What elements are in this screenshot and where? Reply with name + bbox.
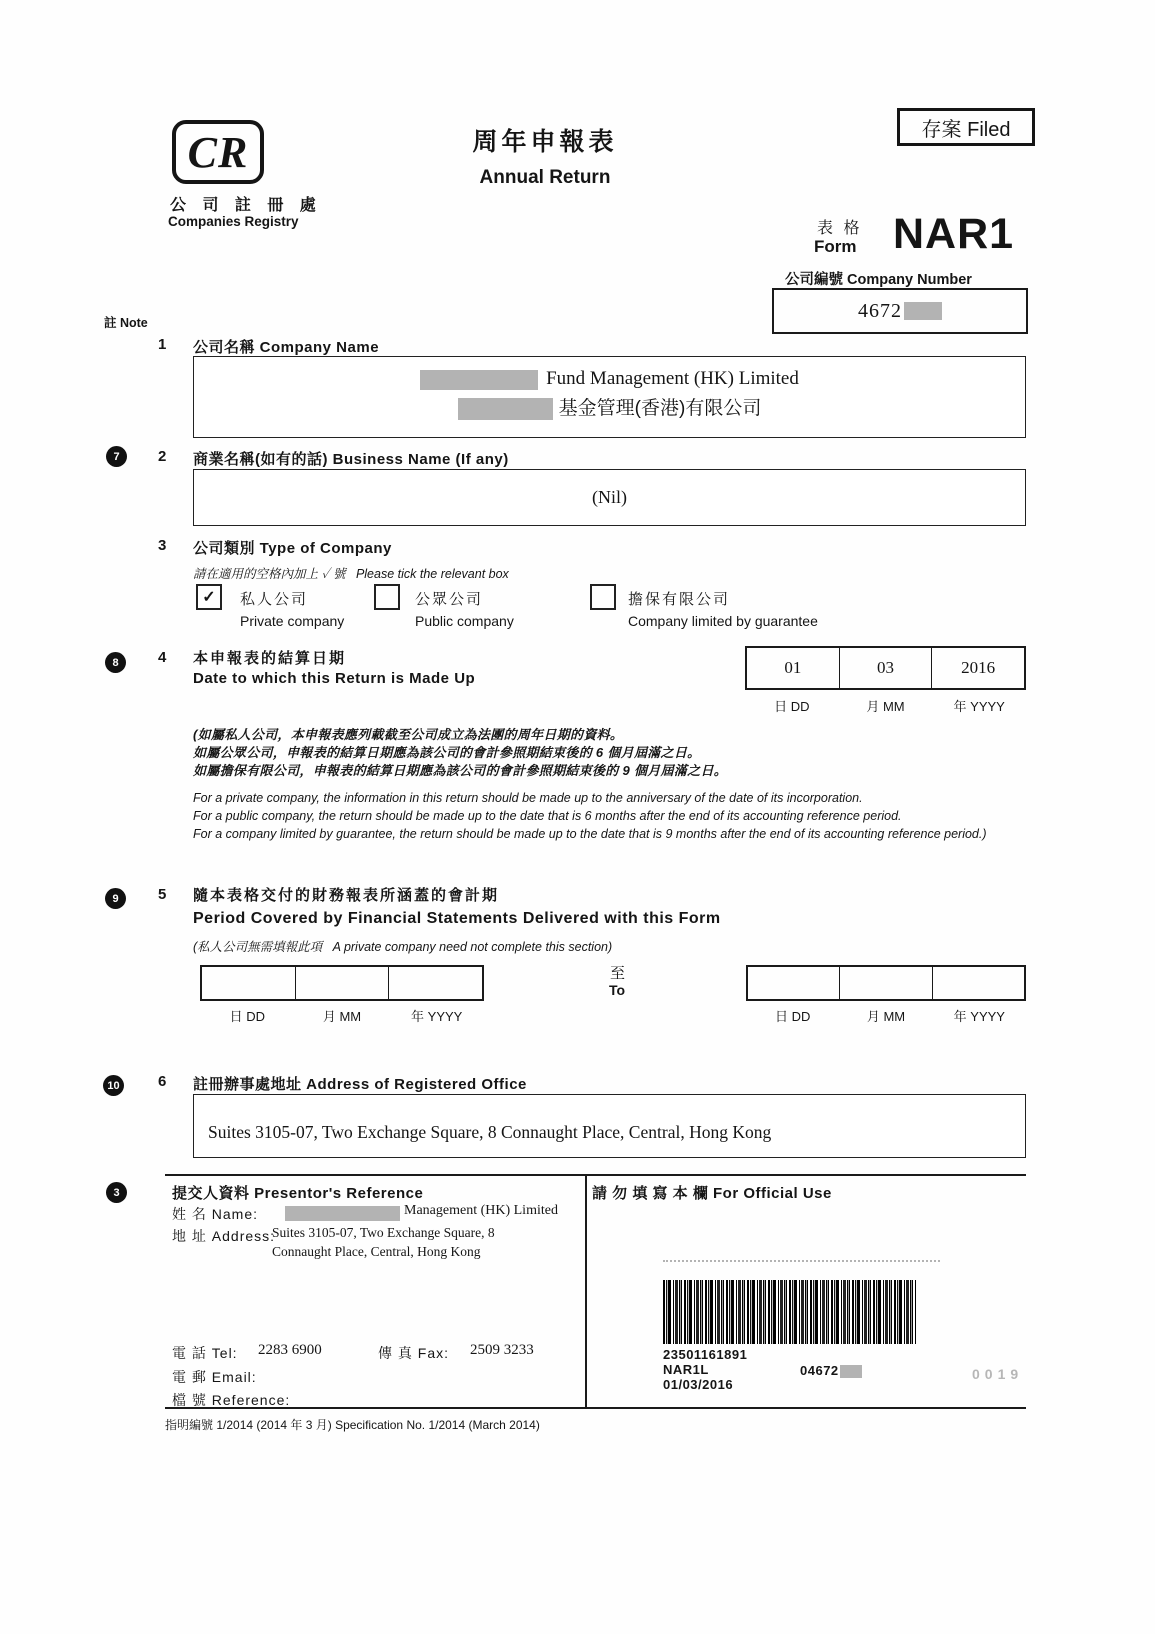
form-title-cn: 周年申報表: [472, 128, 618, 156]
period-to-month: [839, 967, 931, 999]
period-to-date-box: [746, 965, 1026, 1001]
registered-office-box: [193, 1094, 1026, 1158]
period-to-day: [748, 967, 839, 999]
section-3-number: 3: [158, 537, 167, 554]
margin-note-badge-9: 9: [105, 888, 126, 909]
company-name-en: Fund Management (HK) Limited: [546, 368, 799, 389]
period-from-year: [388, 967, 482, 999]
official-form-code: NAR1L: [663, 1362, 709, 1377]
section-4-notes-en: [193, 789, 993, 843]
redaction: [420, 370, 538, 390]
option-guarantee-cn: 擔保有限公司: [628, 591, 731, 608]
margin-note-badge-10: 10: [103, 1075, 124, 1096]
section-5-note-cn: (私人公司無需填報此項: [193, 940, 323, 954]
month-label: 月 MM: [322, 1009, 362, 1024]
period-from-month: [295, 967, 389, 999]
option-private-en: Private company: [240, 613, 345, 629]
option-guarantee-en: Company limited by guarantee: [628, 613, 818, 629]
redaction: [840, 1365, 862, 1378]
section-4-notes: [193, 726, 993, 843]
note-en-line: For a public company, the return should be made up to the date that is 6 months after the end of its accounting reference period.: [193, 809, 902, 823]
note-column-label: 註 Note: [104, 316, 148, 330]
option-public-cn: 公眾公司: [415, 591, 484, 608]
margin-note-badge-8: 8: [105, 652, 126, 673]
section-5-note-en: A private company need not complete this section): [332, 940, 613, 954]
form-title-en: Annual Return: [479, 167, 611, 188]
official-use-title: 請 勿 填 寫 本 欄 For Official Use: [592, 1185, 832, 1202]
note-cn-line: 如屬擔保有限公司，申報表的結算日期應為該公司的會計參照期結束後的 9 個月屆滿之日。: [193, 763, 728, 778]
option-public-en: Public company: [415, 613, 514, 629]
margin-note-badge-7: 7: [106, 446, 127, 467]
period-from-day: [202, 967, 295, 999]
company-name-cn-line: [194, 393, 1025, 420]
section-6-number: 6: [158, 1073, 167, 1090]
note-en-line: For a company limited by guarantee, the return should be made up to the date that is 9 months after the end of its accounting reference period.): [193, 827, 987, 841]
section-5-title-en: Period Covered by Financial Statements Delivered with this Form: [193, 910, 721, 927]
made-up-year: 2016: [931, 648, 1024, 688]
registry-name-en: Companies Registry: [168, 214, 299, 229]
month-label: 月 MM: [866, 1009, 906, 1024]
presenter-fax-label: 傳 真 Fax:: [378, 1345, 450, 1361]
section-2-title: 商業名稱(如有的話) Business Name (If any): [193, 451, 509, 468]
to-label-en: To: [609, 982, 626, 998]
presenter-reference-label: 檔 號 Reference:: [172, 1392, 291, 1408]
made-up-day: 01: [784, 658, 802, 677]
made-up-date-box: [745, 646, 1026, 690]
form-title: [380, 122, 710, 189]
divider-line: [165, 1174, 1026, 1176]
section-3-title: 公司類別 Type of Company: [193, 540, 392, 557]
made-up-date-labels: [745, 696, 1026, 715]
margin-note-badge-3: 3: [106, 1182, 127, 1203]
month-label: 月 MM: [866, 699, 905, 714]
presenter-email-label: 電 郵 Email:: [172, 1369, 257, 1385]
specification-footer: 指明編號 1/2014 (2014 年 3 月) Specification No. 1/2014 (March 2014): [165, 1418, 540, 1432]
tick-instruction-en: Please tick the relevant box: [355, 567, 509, 581]
section-6-title: 註冊辦事處地址 Address of Registered Office: [193, 1076, 527, 1093]
company-name-en-line: [194, 368, 1025, 390]
day-label: 日 DD: [229, 1009, 266, 1024]
day-label: 日 DD: [774, 1009, 811, 1024]
section-1-title: 公司名稱 Company Name: [193, 339, 380, 356]
checkbox-public-company: [374, 584, 400, 610]
section-4-number: 4: [158, 649, 167, 666]
company-number-label: 公司編號 Company Number: [785, 272, 972, 288]
barcode-image: [663, 1280, 916, 1344]
presenter-address-line2: Connaught Place, Central, Hong Kong: [272, 1244, 481, 1259]
section-4-title-en: Date to which this Return is Made Up: [193, 670, 476, 687]
to-label-cn: 至: [610, 965, 626, 982]
presenter-tel-label: 電 話 Tel:: [172, 1345, 238, 1361]
registry-name-cn: 公 司 註 冊 處: [170, 197, 322, 214]
year-label: 年 YYYY: [411, 1009, 463, 1024]
section-1-number: 1: [158, 336, 167, 353]
section-5-note: [193, 937, 612, 955]
company-number-box: [772, 288, 1028, 334]
faint-stamp: 0019: [972, 1366, 1024, 1382]
presenter-name-label: 姓 名 Name:: [172, 1206, 259, 1222]
presenter-title: 提交人資料 Presentor's Reference: [172, 1185, 424, 1202]
barcode-number: 23501161891: [663, 1347, 748, 1362]
cr-logo-text: CR: [187, 127, 249, 177]
presenter-name-value: Management (HK) Limited: [404, 1203, 558, 1218]
note-cn-line: (如屬私人公司，本申報表應列載截至公司成立為法團的周年日期的資料。: [193, 727, 624, 742]
divider-line: [585, 1174, 587, 1407]
day-label: 日 DD: [774, 699, 810, 714]
period-to-year: [932, 967, 1024, 999]
section-2-number: 2: [158, 448, 167, 465]
redaction: [458, 398, 553, 420]
business-name-box: (Nil): [193, 469, 1026, 526]
official-company-number: [800, 1363, 862, 1378]
checkbox-tick-icon: ✓: [202, 589, 216, 606]
form-label-cn: 表 格: [817, 220, 863, 237]
tick-instruction-cn: 請在適用的空格內加上 ✓ 號: [193, 567, 346, 581]
period-to-date-labels: [746, 1006, 1026, 1025]
tick-instruction: [193, 564, 509, 582]
official-date: 01/03/2016: [663, 1377, 734, 1392]
filed-stamp-box: 存案 Filed: [897, 108, 1035, 146]
presenter-tel-value: 2283 6900: [258, 1342, 322, 1358]
made-up-month: 03: [839, 648, 932, 688]
official-company-number-value: 04672: [800, 1363, 839, 1378]
presenter-fax-value: 2509 3233: [470, 1342, 534, 1358]
companies-registry-logo: [172, 120, 264, 184]
form-code: NAR1: [893, 210, 1015, 258]
scan-smudge: [663, 1260, 940, 1262]
year-label: 年 YYYY: [953, 1009, 1005, 1024]
form-label-en: Form: [814, 237, 857, 256]
redaction: [904, 302, 942, 320]
year-label: 年 YYYY: [953, 699, 1005, 714]
divider-line: [165, 1407, 1026, 1409]
option-private-cn: 私人公司: [240, 591, 309, 608]
period-from-date-box: [200, 965, 484, 1001]
checkbox-private-company: [196, 584, 222, 610]
section-5-number: 5: [158, 886, 167, 903]
period-from-date-labels: [200, 1006, 484, 1025]
presenter-address-label: 地 址 Address:: [172, 1228, 276, 1244]
company-name-cn: 基金管理(香港)有限公司: [558, 398, 762, 419]
redaction: [285, 1206, 400, 1221]
section-4-notes-cn: [193, 726, 993, 780]
checkbox-guarantee-company: [590, 584, 616, 610]
presenter-address-line1: Suites 3105-07, Two Exchange Square, 8: [272, 1225, 495, 1240]
section-5-title-cn: 隨本表格交付的財務報表所涵蓋的會計期: [193, 887, 500, 904]
company-name-box: [193, 356, 1026, 438]
note-cn-line: 如屬公眾公司，申報表的結算日期應為該公司的會計參照期結束後的 6 個月屆滿之日。: [193, 745, 701, 760]
company-number-value: 4672: [858, 299, 902, 322]
registered-office-address: Suites 3105-07, Two Exchange Square, 8 Connaught Place, Central, Hong Kong: [208, 1122, 772, 1142]
note-en-line: For a private company, the information in this return should be made up to the anniversary of the date of its incorporation.: [193, 791, 863, 805]
section-4-title-cn: 本申報表的結算日期: [193, 650, 347, 667]
